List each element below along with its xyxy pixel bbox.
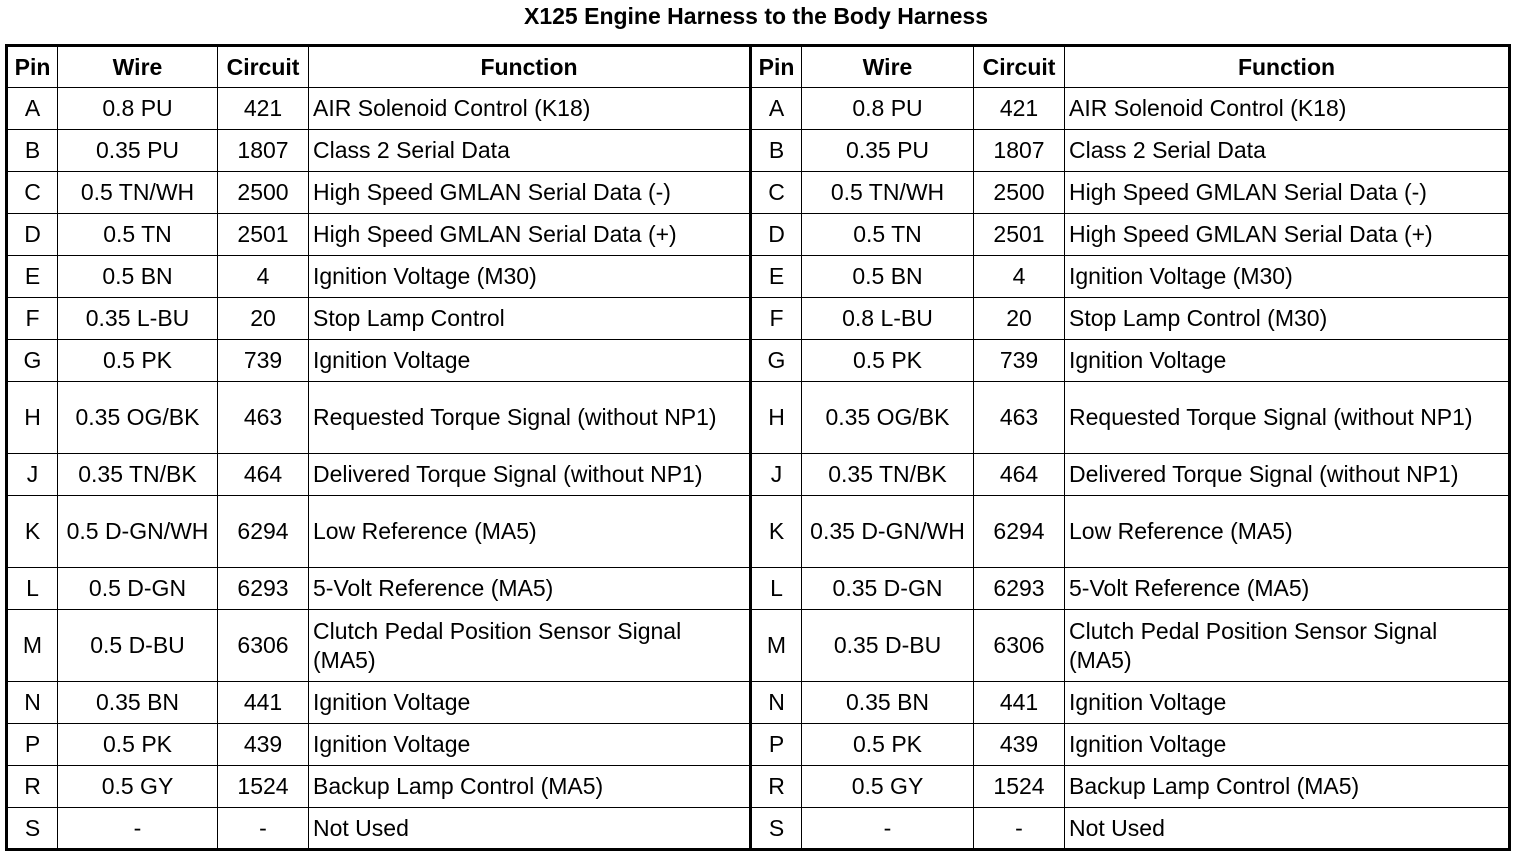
header-wire: Wire xyxy=(802,46,974,88)
wire-cell: 0.5 D-BU xyxy=(58,610,218,682)
wire-cell: 0.35 PU xyxy=(802,130,974,172)
circuit-cell: 441 xyxy=(974,682,1065,724)
wire-cell: 0.5 BN xyxy=(802,256,974,298)
circuit-cell: 441 xyxy=(218,682,309,724)
pin-cell: R xyxy=(7,766,58,808)
header-circuit: Circuit xyxy=(974,46,1065,88)
function-cell: Ignition Voltage xyxy=(309,724,751,766)
header-row xyxy=(7,46,1510,88)
pin-cell: N xyxy=(751,682,802,724)
wire-cell: 0.5 D-GN/WH xyxy=(58,496,218,568)
table-row xyxy=(7,496,1510,568)
wire-cell: 0.35 L-BU xyxy=(58,298,218,340)
table-row xyxy=(7,568,1510,610)
circuit-cell: - xyxy=(218,808,309,850)
pin-cell: P xyxy=(7,724,58,766)
function-cell: Ignition Voltage xyxy=(1065,682,1510,724)
function-cell: Not Used xyxy=(1065,808,1510,850)
table-row xyxy=(7,724,1510,766)
circuit-cell: 4 xyxy=(218,256,309,298)
function-cell: AIR Solenoid Control (K18) xyxy=(1065,88,1510,130)
circuit-cell: 463 xyxy=(218,382,309,454)
function-cell: Ignition Voltage xyxy=(309,340,751,382)
pin-cell: J xyxy=(751,454,802,496)
pin-cell: G xyxy=(7,340,58,382)
pin-cell: S xyxy=(751,808,802,850)
function-cell: High Speed GMLAN Serial Data (-) xyxy=(1065,172,1510,214)
circuit-cell: 463 xyxy=(974,382,1065,454)
circuit-cell: 1524 xyxy=(974,766,1065,808)
wire-cell: 0.35 D-GN/WH xyxy=(802,496,974,568)
wire-cell: 0.5 TN xyxy=(802,214,974,256)
circuit-cell: 6294 xyxy=(974,496,1065,568)
table-row xyxy=(7,214,1510,256)
table-row xyxy=(7,610,1510,682)
pin-cell: A xyxy=(7,88,58,130)
wire-cell: 0.5 D-GN xyxy=(58,568,218,610)
wire-cell: 0.35 PU xyxy=(58,130,218,172)
wire-cell: 0.5 TN xyxy=(58,214,218,256)
circuit-cell: 1807 xyxy=(974,130,1065,172)
pin-cell: P xyxy=(751,724,802,766)
function-cell: Ignition Voltage xyxy=(1065,724,1510,766)
header-pin: Pin xyxy=(751,46,802,88)
pin-cell: R xyxy=(751,766,802,808)
table-row xyxy=(7,382,1510,454)
connector-table xyxy=(5,44,1511,851)
table-row xyxy=(7,808,1510,850)
circuit-cell: 1807 xyxy=(218,130,309,172)
function-cell: Clutch Pedal Position Sensor Signal (MA5) xyxy=(309,610,751,682)
wire-cell: 0.35 OG/BK xyxy=(58,382,218,454)
circuit-cell: 464 xyxy=(218,454,309,496)
pin-cell: D xyxy=(751,214,802,256)
wire-cell: 0.35 TN/BK xyxy=(58,454,218,496)
function-cell: Not Used xyxy=(309,808,751,850)
wire-cell: 0.35 BN xyxy=(802,682,974,724)
table-row xyxy=(7,454,1510,496)
pin-cell: N xyxy=(7,682,58,724)
function-cell: 5-Volt Reference (MA5) xyxy=(1065,568,1510,610)
function-cell: Low Reference (MA5) xyxy=(1065,496,1510,568)
function-cell: Ignition Voltage xyxy=(309,682,751,724)
function-cell: Ignition Voltage (M30) xyxy=(1065,256,1510,298)
wire-cell: 0.5 PK xyxy=(802,340,974,382)
function-cell: 5-Volt Reference (MA5) xyxy=(309,568,751,610)
circuit-cell: 439 xyxy=(218,724,309,766)
wire-cell: 0.35 D-GN xyxy=(802,568,974,610)
circuit-cell: 2501 xyxy=(218,214,309,256)
circuit-cell: 6306 xyxy=(974,610,1065,682)
table-row xyxy=(7,298,1510,340)
wire-cell: 0.5 PK xyxy=(58,340,218,382)
pin-cell: C xyxy=(751,172,802,214)
function-cell: Stop Lamp Control (M30) xyxy=(1065,298,1510,340)
function-cell: High Speed GMLAN Serial Data (-) xyxy=(309,172,751,214)
circuit-cell: 1524 xyxy=(218,766,309,808)
circuit-cell: 739 xyxy=(218,340,309,382)
function-cell: High Speed GMLAN Serial Data (+) xyxy=(1065,214,1510,256)
table-row xyxy=(7,88,1510,130)
wire-cell: 0.35 TN/BK xyxy=(802,454,974,496)
wire-cell: 0.8 L-BU xyxy=(802,298,974,340)
pin-cell: A xyxy=(751,88,802,130)
function-cell: AIR Solenoid Control (K18) xyxy=(309,88,751,130)
function-cell: Ignition Voltage xyxy=(1065,340,1510,382)
pin-cell: F xyxy=(751,298,802,340)
pin-cell: E xyxy=(7,256,58,298)
wire-cell: 0.35 BN xyxy=(58,682,218,724)
function-cell: Requested Torque Signal (without NP1) xyxy=(309,382,751,454)
circuit-cell: 464 xyxy=(974,454,1065,496)
circuit-cell: 6306 xyxy=(218,610,309,682)
circuit-cell: 421 xyxy=(974,88,1065,130)
circuit-cell: 6293 xyxy=(218,568,309,610)
page-title: X125 Engine Harness to the Body Harness xyxy=(524,3,988,29)
function-cell: Low Reference (MA5) xyxy=(309,496,751,568)
wire-cell: - xyxy=(58,808,218,850)
wire-cell: 0.35 OG/BK xyxy=(802,382,974,454)
pin-cell: K xyxy=(751,496,802,568)
circuit-cell: 421 xyxy=(218,88,309,130)
pin-cell: B xyxy=(751,130,802,172)
function-cell: Requested Torque Signal (without NP1) xyxy=(1065,382,1510,454)
pin-cell: L xyxy=(751,568,802,610)
function-cell: Stop Lamp Control xyxy=(309,298,751,340)
pin-cell: D xyxy=(7,214,58,256)
pin-cell: H xyxy=(7,382,58,454)
header-function: Function xyxy=(1065,46,1510,88)
header-pin: Pin xyxy=(7,46,58,88)
wire-cell: 0.5 PK xyxy=(58,724,218,766)
pin-cell: K xyxy=(7,496,58,568)
pin-cell: J xyxy=(7,454,58,496)
header-circuit: Circuit xyxy=(218,46,309,88)
function-cell: Delivered Torque Signal (without NP1) xyxy=(1065,454,1510,496)
pin-cell: G xyxy=(751,340,802,382)
table-row xyxy=(7,130,1510,172)
wire-cell: - xyxy=(802,808,974,850)
wire-cell: 0.5 TN/WH xyxy=(58,172,218,214)
circuit-cell: 739 xyxy=(974,340,1065,382)
header-function: Function xyxy=(309,46,751,88)
wire-cell: 0.5 PK xyxy=(802,724,974,766)
wire-cell: 0.5 GY xyxy=(58,766,218,808)
circuit-cell: 4 xyxy=(974,256,1065,298)
function-cell: Clutch Pedal Position Sensor Signal (MA5) xyxy=(1065,610,1510,682)
table-row xyxy=(7,682,1510,724)
table-row xyxy=(7,256,1510,298)
pin-cell: B xyxy=(7,130,58,172)
pin-cell: L xyxy=(7,568,58,610)
function-cell: Delivered Torque Signal (without NP1) xyxy=(309,454,751,496)
wire-cell: 0.8 PU xyxy=(58,88,218,130)
function-cell: High Speed GMLAN Serial Data (+) xyxy=(309,214,751,256)
wire-cell: 0.5 BN xyxy=(58,256,218,298)
function-cell: Class 2 Serial Data xyxy=(1065,130,1510,172)
circuit-cell: 2500 xyxy=(974,172,1065,214)
circuit-cell: - xyxy=(974,808,1065,850)
function-cell: Backup Lamp Control (MA5) xyxy=(1065,766,1510,808)
circuit-cell: 20 xyxy=(974,298,1065,340)
header-wire: Wire xyxy=(58,46,218,88)
pin-cell: M xyxy=(7,610,58,682)
function-cell: Class 2 Serial Data xyxy=(309,130,751,172)
pin-cell: M xyxy=(751,610,802,682)
pin-cell: H xyxy=(751,382,802,454)
wire-cell: 0.8 PU xyxy=(802,88,974,130)
circuit-cell: 6294 xyxy=(218,496,309,568)
function-cell: Ignition Voltage (M30) xyxy=(309,256,751,298)
circuit-cell: 2501 xyxy=(974,214,1065,256)
wire-cell: 0.5 TN/WH xyxy=(802,172,974,214)
table-row xyxy=(7,340,1510,382)
pin-cell: C xyxy=(7,172,58,214)
function-cell: Backup Lamp Control (MA5) xyxy=(309,766,751,808)
wire-cell: 0.35 D-BU xyxy=(802,610,974,682)
circuit-cell: 6293 xyxy=(974,568,1065,610)
wire-cell: 0.5 GY xyxy=(802,766,974,808)
pin-cell: S xyxy=(7,808,58,850)
circuit-cell: 20 xyxy=(218,298,309,340)
table-row xyxy=(7,766,1510,808)
circuit-cell: 2500 xyxy=(218,172,309,214)
pin-cell: E xyxy=(751,256,802,298)
pin-cell: F xyxy=(7,298,58,340)
table-row xyxy=(7,172,1510,214)
circuit-cell: 439 xyxy=(974,724,1065,766)
